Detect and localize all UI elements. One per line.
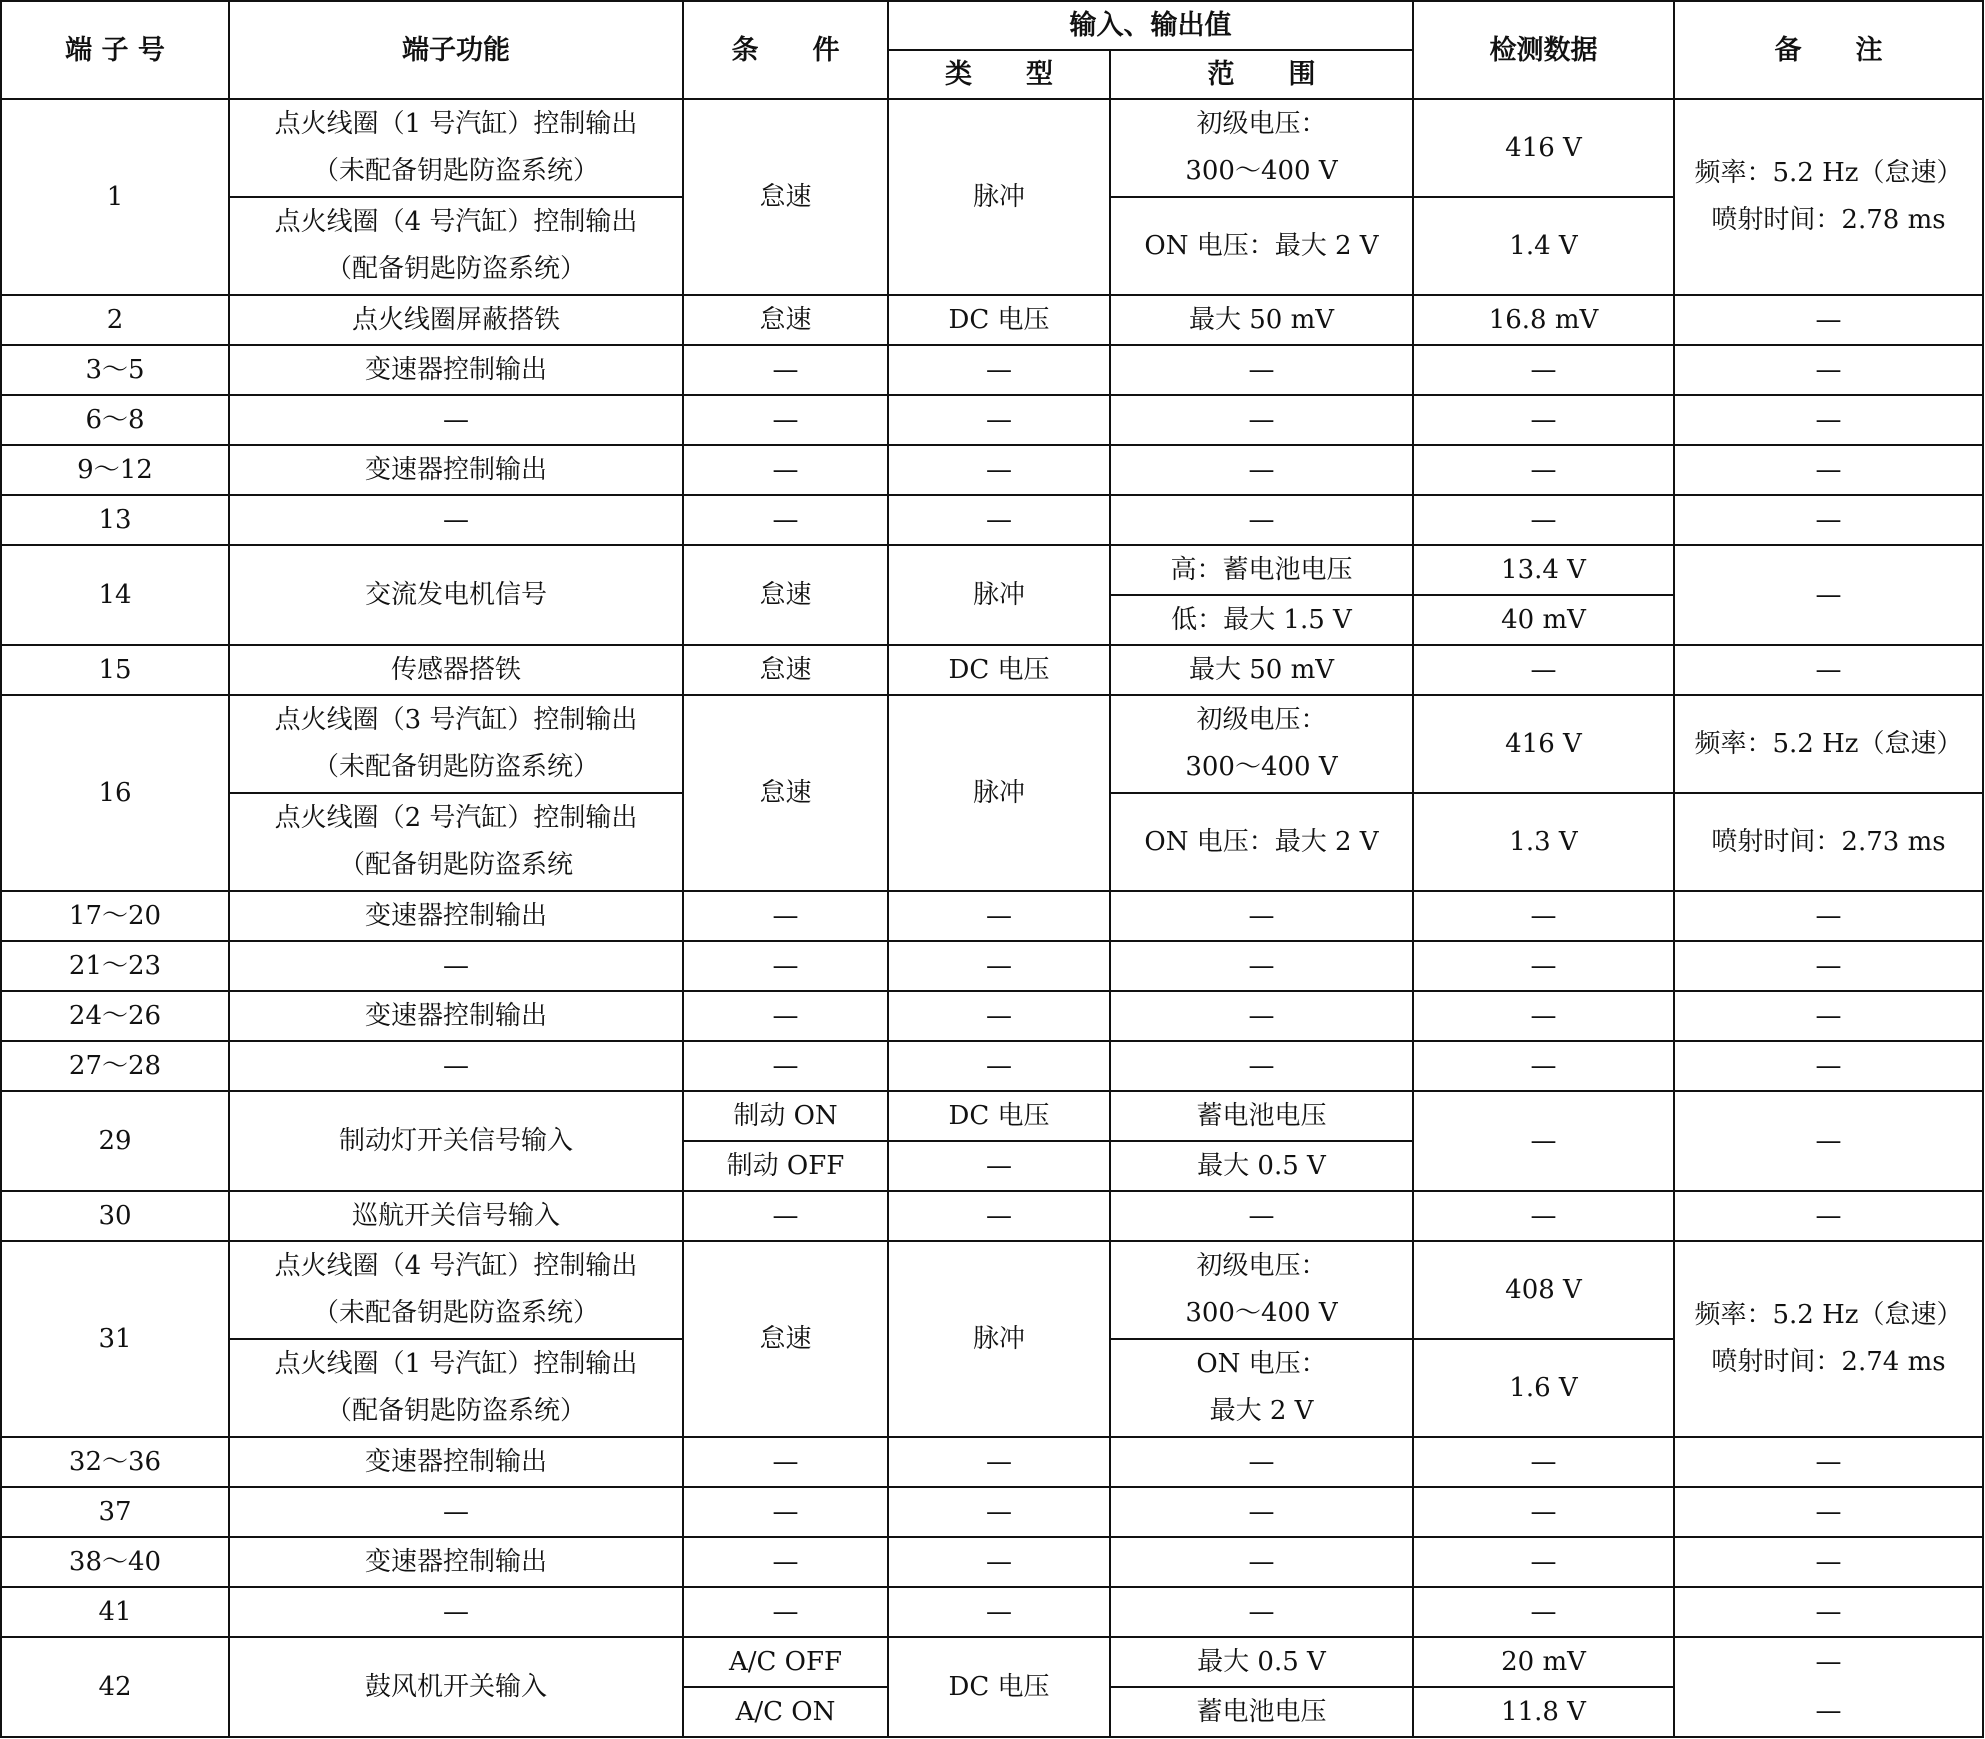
cell-function: —	[229, 495, 683, 545]
table-row	[1, 1637, 1983, 1687]
cell-line: 300～400 V	[1185, 1298, 1338, 1328]
header-terminal: 端 子 号	[1, 1, 229, 99]
cell-measured: —	[1413, 991, 1674, 1041]
cell-function	[229, 1339, 683, 1437]
cell-line: 初级电压：	[1196, 1251, 1327, 1281]
cell-measured: —	[1413, 345, 1674, 395]
table-row	[1, 891, 1983, 941]
cell-range: 最大 50 mV	[1110, 645, 1413, 695]
cell-measured: —	[1413, 1091, 1674, 1191]
cell-line: 频率：5.2 Hz（怠速）	[1694, 158, 1963, 188]
cell-remark: —	[1674, 345, 1983, 395]
cell-type: —	[888, 941, 1110, 991]
table-row	[1, 1241, 1983, 1339]
cell-terminal: 13	[1, 495, 229, 545]
table-row	[1, 295, 1983, 345]
cell-remark: —	[1674, 645, 1983, 695]
cell-remark	[1674, 99, 1983, 295]
cell-measured: —	[1413, 1191, 1674, 1241]
header-type: 类 型	[888, 50, 1110, 99]
cell-line: 点火线圈（3 号汽缸）控制输出	[274, 705, 638, 735]
cell-remark: —	[1674, 495, 1983, 545]
cell-terminal: 32～36	[1, 1437, 229, 1487]
cell-condition: 怠速	[683, 99, 888, 295]
cell-line: （未配备钥匙防盗系统）	[312, 752, 599, 782]
cell-terminal: 6～8	[1, 395, 229, 445]
cell-function	[229, 197, 683, 295]
cell-measured: 416 V	[1413, 99, 1674, 197]
cell-remark: —	[1674, 1537, 1983, 1587]
table-row	[1, 991, 1983, 1041]
cell-measured: 408 V	[1413, 1241, 1674, 1339]
cell-range: —	[1110, 345, 1413, 395]
table-row	[1, 1091, 1983, 1141]
cell-condition: —	[683, 1487, 888, 1537]
cell-type: —	[888, 1587, 1110, 1637]
cell-type: 脉冲	[888, 545, 1110, 645]
cell-function: —	[229, 1587, 683, 1637]
cell-remark: —	[1674, 295, 1983, 345]
table-row	[1, 1041, 1983, 1091]
cell-measured: 416 V	[1413, 695, 1674, 793]
cell-terminal: 2	[1, 295, 229, 345]
cell-line: 点火线圈（2 号汽缸）控制输出	[274, 803, 638, 833]
cell-terminal: 21～23	[1, 941, 229, 991]
cell-function: —	[229, 941, 683, 991]
cell-measured: —	[1413, 1537, 1674, 1587]
table-row	[1, 345, 1983, 395]
cell-condition: 怠速	[683, 645, 888, 695]
cell-terminal: 30	[1, 1191, 229, 1241]
cell-measured: —	[1413, 645, 1674, 695]
table-row	[1, 1191, 1983, 1241]
table-row	[1, 1437, 1983, 1487]
cell-type: —	[888, 1537, 1110, 1587]
cell-measured: —	[1413, 1041, 1674, 1091]
cell-line: 点火线圈（1 号汽缸）控制输出	[274, 1349, 638, 1379]
cell-line: （配备钥匙防盗系统	[338, 850, 573, 880]
cell-range: —	[1110, 891, 1413, 941]
cell-measured: —	[1413, 941, 1674, 991]
cell-range: —	[1110, 1191, 1413, 1241]
cell-measured: 1.3 V	[1413, 793, 1674, 891]
cell-type: —	[888, 495, 1110, 545]
cell-condition: —	[683, 1041, 888, 1091]
cell-range: —	[1110, 1041, 1413, 1091]
cell-range: 最大 50 mV	[1110, 295, 1413, 345]
cell-terminal: 9～12	[1, 445, 229, 495]
cell-line: 点火线圈（4 号汽缸）控制输出	[274, 1251, 638, 1281]
cell-function: 变速器控制输出	[229, 345, 683, 395]
cell-condition: —	[683, 495, 888, 545]
cell-function: 点火线圈屏蔽搭铁	[229, 295, 683, 345]
cell-type: —	[888, 345, 1110, 395]
cell-type: —	[888, 445, 1110, 495]
cell-remark: —	[1674, 1041, 1983, 1091]
cell-remark: —	[1674, 1191, 1983, 1241]
cell-remark: —	[1674, 891, 1983, 941]
cell-type: —	[888, 1437, 1110, 1487]
cell-condition: 制动 OFF	[683, 1141, 888, 1191]
cell-remark: —	[1674, 1587, 1983, 1637]
cell-measured: 16.8 mV	[1413, 295, 1674, 345]
cell-measured: —	[1413, 1437, 1674, 1487]
cell-measured: 20 mV	[1413, 1637, 1674, 1687]
cell-line: （未配备钥匙防盗系统）	[312, 1298, 599, 1328]
table-row	[1, 445, 1983, 495]
cell-remark: 喷射时间：2.73 ms	[1674, 793, 1983, 891]
table-row	[1, 1487, 1983, 1537]
cell-function	[229, 695, 683, 793]
cell-measured: —	[1413, 1487, 1674, 1537]
cell-range	[1110, 1339, 1413, 1437]
cell-terminal: 42	[1, 1637, 229, 1737]
cell-terminal: 17～20	[1, 891, 229, 941]
cell-line: （配备钥匙防盗系统）	[325, 254, 586, 284]
cell-function: —	[229, 1487, 683, 1537]
cell-condition: 制动 ON	[683, 1091, 888, 1141]
cell-function: 制动灯开关信号输入	[229, 1091, 683, 1191]
cell-type: DC 电压	[888, 295, 1110, 345]
cell-range: 高：蓄电池电压	[1110, 545, 1413, 595]
cell-measured: —	[1413, 395, 1674, 445]
cell-condition: —	[683, 991, 888, 1041]
cell-function: 变速器控制输出	[229, 891, 683, 941]
cell-range: ON 电压：最大 2 V	[1110, 197, 1413, 295]
cell-function: —	[229, 395, 683, 445]
table-row	[1, 695, 1983, 793]
cell-condition: 怠速	[683, 695, 888, 891]
cell-range	[1110, 695, 1413, 793]
cell-range: —	[1110, 991, 1413, 1041]
cell-remark: —	[1674, 1091, 1983, 1191]
cell-range: —	[1110, 941, 1413, 991]
cell-condition: —	[683, 445, 888, 495]
cell-range	[1110, 1241, 1413, 1339]
cell-range: 最大 0.5 V	[1110, 1141, 1413, 1191]
cell-type: DC 电压	[888, 1091, 1110, 1141]
cell-range: 最大 0.5 V	[1110, 1637, 1413, 1687]
cell-range: —	[1110, 1437, 1413, 1487]
cell-remark	[1674, 1241, 1983, 1437]
cell-range: —	[1110, 1537, 1413, 1587]
cell-condition: —	[683, 1587, 888, 1637]
cell-type: —	[888, 1191, 1110, 1241]
cell-terminal: 1	[1, 99, 229, 295]
cell-range: ON 电压：最大 2 V	[1110, 793, 1413, 891]
cell-function: 变速器控制输出	[229, 445, 683, 495]
header-measured: 检测数据	[1413, 1, 1674, 99]
cell-function: 巡航开关信号输入	[229, 1191, 683, 1241]
cell-remark: —	[1674, 1637, 1983, 1687]
cell-measured: 11.8 V	[1413, 1687, 1674, 1737]
cell-type: —	[888, 1041, 1110, 1091]
cell-condition: A/C OFF	[683, 1637, 888, 1687]
cell-measured: 13.4 V	[1413, 545, 1674, 595]
cell-remark: —	[1674, 991, 1983, 1041]
cell-remark: —	[1674, 941, 1983, 991]
cell-terminal: 31	[1, 1241, 229, 1437]
header-range: 范 围	[1110, 50, 1413, 99]
cell-terminal: 29	[1, 1091, 229, 1191]
cell-terminal: 24～26	[1, 991, 229, 1041]
cell-range: 蓄电池电压	[1110, 1091, 1413, 1141]
cell-remark: —	[1674, 1487, 1983, 1537]
table-row	[1, 1587, 1983, 1637]
cell-condition: —	[683, 395, 888, 445]
cell-range: —	[1110, 1487, 1413, 1537]
table-row	[1, 645, 1983, 695]
cell-remark: —	[1674, 545, 1983, 645]
cell-function	[229, 99, 683, 197]
cell-measured: 40 mV	[1413, 595, 1674, 645]
cell-measured: 1.4 V	[1413, 197, 1674, 295]
cell-line: 喷射时间：2.78 ms	[1711, 205, 1946, 235]
cell-function	[229, 793, 683, 891]
cell-range: —	[1110, 495, 1413, 545]
cell-type: —	[888, 395, 1110, 445]
cell-function: —	[229, 1041, 683, 1091]
cell-remark: 频率：5.2 Hz（怠速）	[1674, 695, 1983, 793]
cell-line: ON 电压：	[1196, 1349, 1327, 1379]
cell-terminal: 3～5	[1, 345, 229, 395]
cell-measured: —	[1413, 495, 1674, 545]
cell-line: 点火线圈（4 号汽缸）控制输出	[274, 207, 638, 237]
cell-condition: 怠速	[683, 1241, 888, 1437]
cell-type: —	[888, 1487, 1110, 1537]
table-row	[1, 99, 1983, 197]
cell-function	[229, 1241, 683, 1339]
cell-range: —	[1110, 445, 1413, 495]
cell-remark: —	[1674, 395, 1983, 445]
table-row	[1, 545, 1983, 595]
cell-line: 喷射时间：2.74 ms	[1711, 1347, 1946, 1377]
cell-type: —	[888, 891, 1110, 941]
cell-line: 初级电压：	[1196, 705, 1327, 735]
cell-type: —	[888, 1141, 1110, 1191]
cell-range: —	[1110, 395, 1413, 445]
cell-line: （未配备钥匙防盗系统）	[312, 156, 599, 186]
cell-range: 蓄电池电压	[1110, 1687, 1413, 1737]
cell-type: —	[888, 991, 1110, 1041]
cell-condition: —	[683, 345, 888, 395]
cell-measured: —	[1413, 1587, 1674, 1637]
cell-line: 频率：5.2 Hz（怠速）	[1694, 1300, 1963, 1330]
header-function: 端子功能	[229, 1, 683, 99]
cell-terminal: 37	[1, 1487, 229, 1537]
cell-condition: —	[683, 891, 888, 941]
cell-line: （配备钥匙防盗系统）	[325, 1396, 586, 1426]
cell-range	[1110, 99, 1413, 197]
cell-line: 300～400 V	[1185, 156, 1338, 186]
table-row	[1, 495, 1983, 545]
table-row	[1, 941, 1983, 991]
cell-type: DC 电压	[888, 645, 1110, 695]
header-io-values: 输入、输出值	[888, 1, 1413, 50]
cell-line: 最大 2 V	[1209, 1396, 1314, 1426]
cell-remark: —	[1674, 445, 1983, 495]
cell-type: 脉冲	[888, 99, 1110, 295]
cell-measured: —	[1413, 891, 1674, 941]
cell-terminal: 38～40	[1, 1537, 229, 1587]
cell-condition: —	[683, 941, 888, 991]
cell-condition: —	[683, 1537, 888, 1587]
cell-terminal: 27～28	[1, 1041, 229, 1091]
cell-line: 初级电压：	[1196, 109, 1327, 139]
cell-range: 低：最大 1.5 V	[1110, 595, 1413, 645]
cell-range: —	[1110, 1587, 1413, 1637]
table-row	[1, 1537, 1983, 1587]
cell-terminal: 41	[1, 1587, 229, 1637]
cell-type: DC 电压	[888, 1637, 1110, 1737]
cell-line: 300～400 V	[1185, 752, 1338, 782]
cell-remark: —	[1674, 1687, 1983, 1737]
cell-terminal: 15	[1, 645, 229, 695]
cell-function: 变速器控制输出	[229, 991, 683, 1041]
cell-terminal: 14	[1, 545, 229, 645]
header-condition: 条 件	[683, 1, 888, 99]
cell-line: 点火线圈（1 号汽缸）控制输出	[274, 109, 638, 139]
cell-condition: —	[683, 1191, 888, 1241]
cell-function: 变速器控制输出	[229, 1437, 683, 1487]
table-row	[1, 395, 1983, 445]
cell-condition: —	[683, 1437, 888, 1487]
cell-function: 鼓风机开关输入	[229, 1637, 683, 1737]
cell-measured: —	[1413, 445, 1674, 495]
cell-function: 传感器搭铁	[229, 645, 683, 695]
cell-remark: —	[1674, 1437, 1983, 1487]
cell-type: 脉冲	[888, 1241, 1110, 1437]
cell-condition: 怠速	[683, 545, 888, 645]
cell-function: 交流发电机信号	[229, 545, 683, 645]
cell-terminal: 16	[1, 695, 229, 891]
header-remark: 备 注	[1674, 1, 1983, 99]
cell-measured: 1.6 V	[1413, 1339, 1674, 1437]
cell-type: 脉冲	[888, 695, 1110, 891]
cell-condition: 怠速	[683, 295, 888, 345]
cell-function: 变速器控制输出	[229, 1537, 683, 1587]
cell-condition: A/C ON	[683, 1687, 888, 1737]
